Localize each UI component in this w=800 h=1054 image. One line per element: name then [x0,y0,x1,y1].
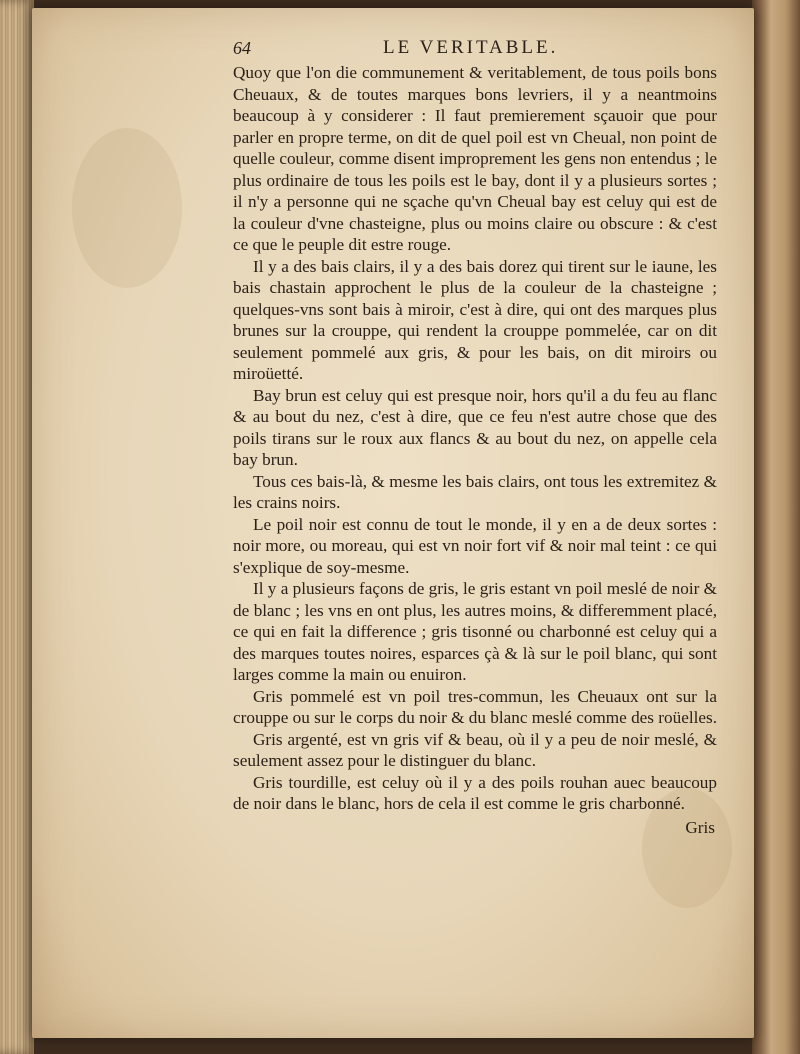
page-number: 64 [233,38,251,58]
book-left-page-edges [0,0,34,1054]
paragraph-bay-brun: Bay brun est celuy qui est presque noir, hors qu'il a du feu au flanc & au bout du nez, c'est à dire, que ce feu n'est autre chose que des poils tirans sur le roux aux flancs & au bout du nez, on appelle cela bay brun. [233,385,717,469]
paragraph-poil-noir: Le poil noir est connu de tout le monde, il y en a de deux sortes : noir more, ou moreau, qui est vn noir fort vif & noir mal teint : ce qui s'explique de soy-mesme. [233,514,717,577]
paragraph-gris-tourdille: Gris tourdille, est celuy où il y a des poils rouhan auec beaucoup de noir dans le blanc, hors de cela il est comme le gris charbonné. [233,772,717,813]
paper-stain [72,128,182,288]
paragraph-poils-bons-cheuaux: Quoy que l'on die communement & veritablement, de tous poils bons Cheuaux, & de toutes marques bons levriers, il y a neantmoins beaucoup à y considerer : Il faut premierement sçauoir que pour parler en propre terme, on dit de quel poil est vn Cheual, non point de quelle couleur, comme disent improprement les gens non entendus ; le plus ordinaire de tous les poils est le bay, dont il y a plusieurs sortes ; il n'y a personne qui ne sçache qu'vn Cheual bay est celuy qui est de la couleur d'vne chasteigne, plus ou moins claire ou obscure : & c'est ce que le peuple dit estre rouge. [233,63,717,254]
paragraph-bais-clairs: Il y a des bais clairs, il y a des bais dorez qui tirent sur le iaune, les bais chastain approchent le plus de la couleur de la chasteigne ; quelques-vns sont bais à miroir, c'est à dire, qui ont des marques plus brunes sur la crouppe, qui rendent la crouppe pommelée, car on dit seulement pommelé aux gris, & pour les bais, on dit miroirs ou miroüetté. [233,256,717,383]
running-head [233,38,717,64]
paragraph-extremitez-noirs: Tous ces bais-là, & mesme les bais clairs, ont tous les extremitez & les crains noirs. [233,471,717,512]
page-text-block [233,38,717,838]
book-right-page-edges [752,0,800,1054]
running-title: LE VERITABLE. [383,37,559,58]
paragraph-gris-pommele: Gris pommelé est vn poil tres-commun, les Cheuaux ont sur la crouppe ou sur le corps du noir & du blanc meslé comme des roüelles. [233,686,717,727]
paragraph-gris-argente: Gris argenté, est vn gris vif & beau, où il y a peu de noir meslé, & seulement assez pour le distinguer du blanc. [233,729,717,770]
catchword: Gris [685,817,715,837]
paragraph-facons-de-gris: Il y a plusieurs façons de gris, le gris estant vn poil meslé de noir & de blanc ; les vns en ont plus, les autres moins, & differemment placé, ce qui en fait la difference ; gris tisonné ou charbonné est celuy qui a des marques toutes noires, esparces çà & là sur le poil blanc, qui sont larges comme la main ou enuiron. [233,579,717,684]
